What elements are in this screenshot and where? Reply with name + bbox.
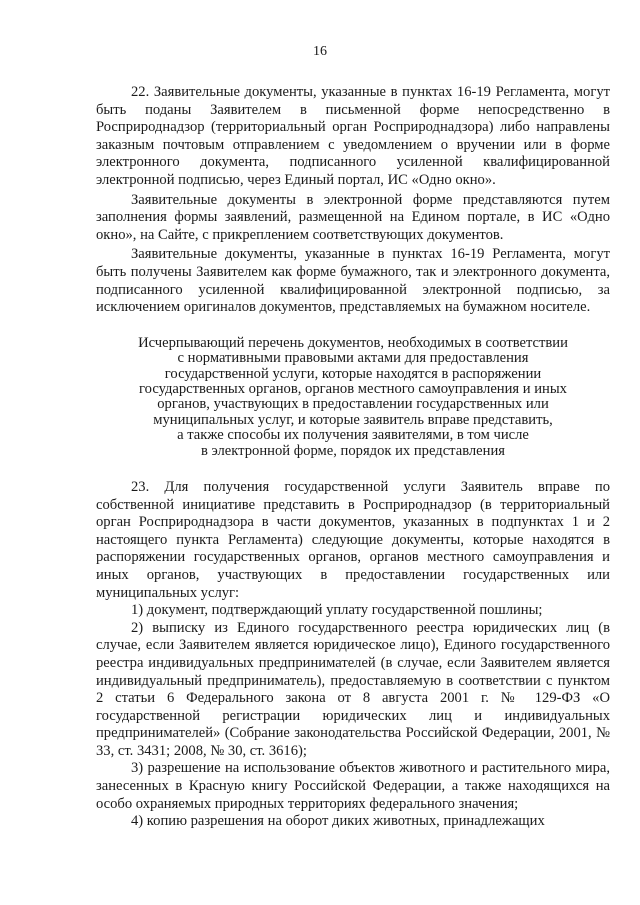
heading-line: муниципальных услуг, и которые заявитель вправе представить,	[153, 411, 553, 428]
list-item-1: 1) документ, подтверждающий уплату государственной пошлины;	[131, 602, 543, 619]
document-body	[96, 84, 610, 831]
heading-line: с нормативными правовыми актами для предоставления	[177, 350, 529, 367]
paragraph-22: 22. Заявительные документы, указанные в пунктах 16-19 Регламента, могут быть поданы Заявителем в письменной форме непосредственно в Росприроднадзор (территориальный орган Росприроднадзора) либо направлены заказным почтовым отправлением с уведомлением о вручении или в форме электронного документа, подписанного усиленной квалифицированной электронной подписью, через Единый портал, ИС «Одно окно».	[96, 84, 610, 188]
paragraph-22-receipt: Заявительные документы, указанные в пунктах 16-19 Регламента, могут быть получены Заявителем как форме бумажного, так и электронного документа, подписанного усиленной квалифицированной электронной подписью, за исключением оригиналов документов, представляемых на бумажном носителе.	[96, 246, 610, 316]
section-heading	[96, 336, 610, 459]
paragraph-22-electronic-form: Заявительные документы в электронной форме представляются путем заполнения формы заявлений, размещенной на Едином портале, в ИС «Одно окно», на Сайте, с прикреплением соответствующих документов.	[96, 191, 610, 243]
paragraph-23-intro: 23. Для получения государственной услуги Заявитель вправе по собственной инициативе представить в Росприроднадзор (в территориальный орган Росприроднадзора в части документов, указанных в подпунктах 1 и 2 настоящего пункта Регламента) следующие документы, которые находятся в распоряжении государственных органов, органов местного самоуправления и иных органов, участвующих в предоставлении государственных или муниципальных услуг:	[96, 478, 610, 601]
list-item-3: 3) разрешение на использование объектов животного и растительного мира, занесенных в Красную книгу Российской Федерации, а также находящихся на особо охраняемых природных территориях федерального значения;	[96, 760, 610, 812]
heading-line: государственной услуги, которые находятся в распоряжении	[164, 365, 542, 382]
heading-line: в электронной форме, порядок их представления	[200, 442, 505, 459]
heading-line: Исчерпывающий перечень документов, необходимых в соответствии	[138, 334, 568, 351]
page-number: 16	[313, 44, 327, 59]
list-item-2: 2) выписку из Единого государственного реестра юридических лиц (в случае, если Заявителем является юридическое лицо), Единого государственного реестра индивидуальных предпринимателей (в случае, если Заявителем является индивидуальный предприниматель), предоставляемую в соответствии с пунктом 2 статьи 6 Федерального закона от 8 августа 2001 г. № 129-ФЗ «О государственной регистрации юридических лиц и индивидуальных предпринимателей» (Собрание законодательства Российской Федерации, 2001, № 33, ст. 3431; 2008, № 30, ст. 3616);	[96, 619, 610, 759]
list-item-4: 4) копию разрешения на оборот диких животных, принадлежащих	[131, 813, 545, 830]
heading-line: а также способы их получения заявителями, в том числе	[177, 427, 529, 444]
heading-line: государственных органов, органов местного самоуправления и иных	[139, 380, 567, 397]
heading-line: органов, участвующих в предоставлении государственных или	[157, 396, 549, 413]
